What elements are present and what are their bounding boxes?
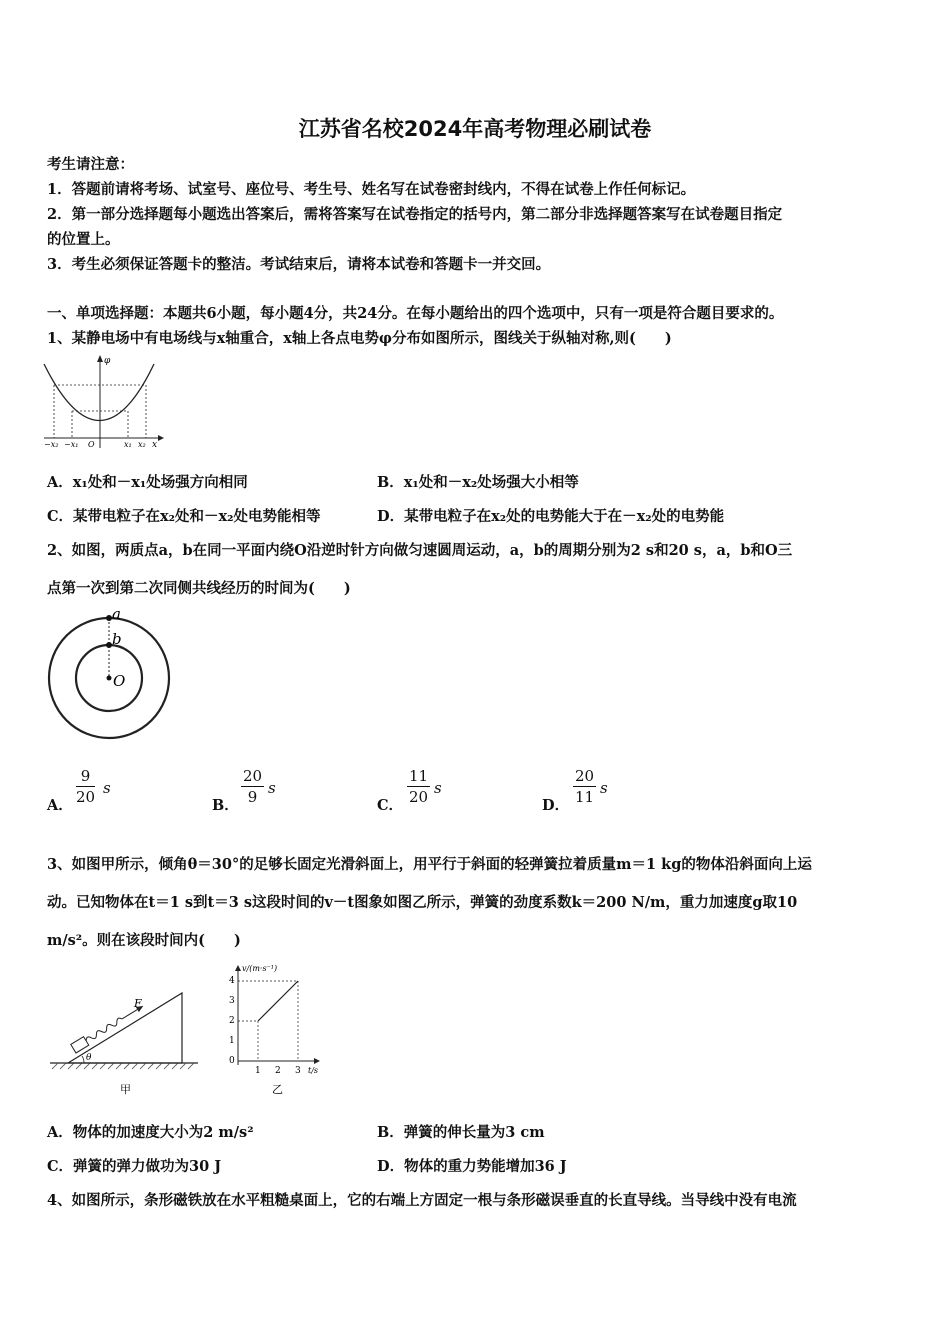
center-o <box>107 676 112 681</box>
section-heading: 一、单项选择题：本题共6小题，每小题4分，共24分。在每小题给出的四个选项中，只有一项是符合题目要求的。 <box>47 305 784 322</box>
figure-caption-yi: 乙 <box>272 1083 283 1096</box>
y-tick-label: 4 <box>229 976 235 986</box>
origin-label: O <box>88 440 95 449</box>
q2-option-a-letter: A． <box>47 797 73 814</box>
unit-s: s <box>600 779 608 797</box>
q2-option-c-fraction <box>407 766 430 807</box>
unit-s: s <box>268 779 276 797</box>
tick-label: x₂ <box>138 440 146 449</box>
x-tick-label: 3 <box>295 1066 301 1076</box>
phi-axis-label: φ <box>104 356 111 366</box>
notice-heading: 考生请注意： <box>47 156 134 173</box>
question-3-stem: 动。已知物体在t＝1 s到t＝3 s这段时间的v－t图象如图乙所示，弹簧的劲度系数k＝200 N/m，重力加速度g取10 <box>47 894 798 911</box>
q2-option-d-letter: D． <box>542 797 570 814</box>
numerator: 20 <box>575 767 595 785</box>
question-1-stem: 1、某静电场中有电场线与x轴重合，x轴上各点电势φ分布如图所示，图线关于纵轴对称,则( ) <box>47 330 672 347</box>
q2-option-a-fraction <box>76 766 95 807</box>
numerator: 11 <box>409 767 429 785</box>
angle-label: θ <box>86 1053 92 1063</box>
label-b: b <box>112 630 122 648</box>
question-3-stem: 3、如图甲所示，倾角θ＝30°的足够长固定光滑斜面上，用平行于斜面的轻弹簧拉着质量m＝1 kg的物体沿斜面向上运 <box>47 856 812 873</box>
notice-item: 2．第一部分选择题每小题选出答案后，需将答案写在试卷指定的括号内，第二部分非选择题答案写在试卷题目指定 <box>47 206 783 223</box>
x-axis-label: x <box>152 440 158 450</box>
q1-option-d: D．某带电粒子在x₂处的电势能大于在－x₂处的电势能 <box>377 508 725 525</box>
figure-caption-jia: 甲 <box>120 1083 131 1096</box>
y-tick-label: 1 <box>229 1036 235 1046</box>
unit-s: s <box>103 779 111 797</box>
denominator: 9 <box>247 788 258 806</box>
y-tick-label: 3 <box>229 996 235 1006</box>
spring <box>85 1017 123 1043</box>
page-title: 江苏省名校2024年高考物理必刷试卷 <box>298 117 652 141</box>
question-4-stem: 4、如图所示，条形磁铁放在水平粗糙桌面上，它的右端上方固定一根与条形磁误垂直的长直导线。当导线中没有电流 <box>47 1192 797 1209</box>
vt-graph <box>222 955 332 1100</box>
question-2-stem: 点第一次到第二次同侧共线经历的时间为( ) <box>47 580 351 597</box>
q3-option-d: D．物体的重力势能增加36 J <box>377 1158 567 1175</box>
notice-item: 的位置上。 <box>47 231 120 248</box>
q2-option-b-fraction <box>241 766 264 807</box>
question-3-stem: m/s²。则在该段时间内( ) <box>47 932 241 949</box>
y-tick-label: 2 <box>229 1016 235 1026</box>
vt-xlabel: t/s <box>308 1066 319 1075</box>
vt-ylabel: v/(m·s⁻¹) <box>242 964 278 973</box>
force-label: F <box>134 997 142 1010</box>
q1-option-a: A．x₁处和－x₁处场强方向相同 <box>47 474 248 491</box>
q2-option-c-letter: C． <box>377 797 404 814</box>
question-2-stem: 2、如图，两质点a，b在同一平面内绕O沿逆时针方向做匀速圆周运动，a，b的周期分别为2 s和20 s，a，b和O三 <box>47 542 793 559</box>
q2-option-d-fraction <box>573 766 596 807</box>
tick-label: −x₂ <box>44 440 59 449</box>
q2-option-b-letter: B． <box>212 797 239 814</box>
tick-label: −x₁ <box>64 440 79 449</box>
numerator: 9 <box>76 766 95 787</box>
denominator: 20 <box>409 788 429 806</box>
q1-option-c: C．某带电粒子在x₂处和－x₂处电势能相等 <box>47 508 321 525</box>
denominator: 11 <box>575 788 595 806</box>
numerator: 20 <box>243 767 263 785</box>
circular-motion-diagram <box>45 605 175 745</box>
denominator: 20 <box>76 788 96 806</box>
x-tick-label: 1 <box>255 1066 261 1076</box>
notice-item: 3．考生必须保证答题卡的整洁。考试结束后，请将本试卷和答题卡一并交回。 <box>47 256 551 273</box>
incline-diagram <box>48 985 208 1100</box>
q1-option-b: B．x₁处和－x₂处场强大小相等 <box>377 474 579 491</box>
velocity-line <box>258 981 298 1021</box>
q3-option-b: B．弹簧的伸长量为3 cm <box>377 1124 545 1141</box>
q3-option-a: A．物体的加速度大小为2 m/s² <box>47 1124 254 1141</box>
potential-curve <box>44 364 154 421</box>
tick-label: x₁ <box>124 440 132 449</box>
notice-item: 1．答题前请将考场、试室号、座位号、考生号、姓名写在试卷密封线内，不得在试卷上作任何标记。 <box>47 181 696 198</box>
label-o: O <box>113 672 126 690</box>
label-a: a <box>112 605 121 623</box>
x-tick-label: 2 <box>275 1066 281 1076</box>
potential-graph <box>40 352 170 452</box>
y-tick-label: 0 <box>229 1056 235 1066</box>
unit-s: s <box>434 779 442 797</box>
q3-option-c: C．弹簧的弹力做功为30 J <box>47 1158 222 1175</box>
